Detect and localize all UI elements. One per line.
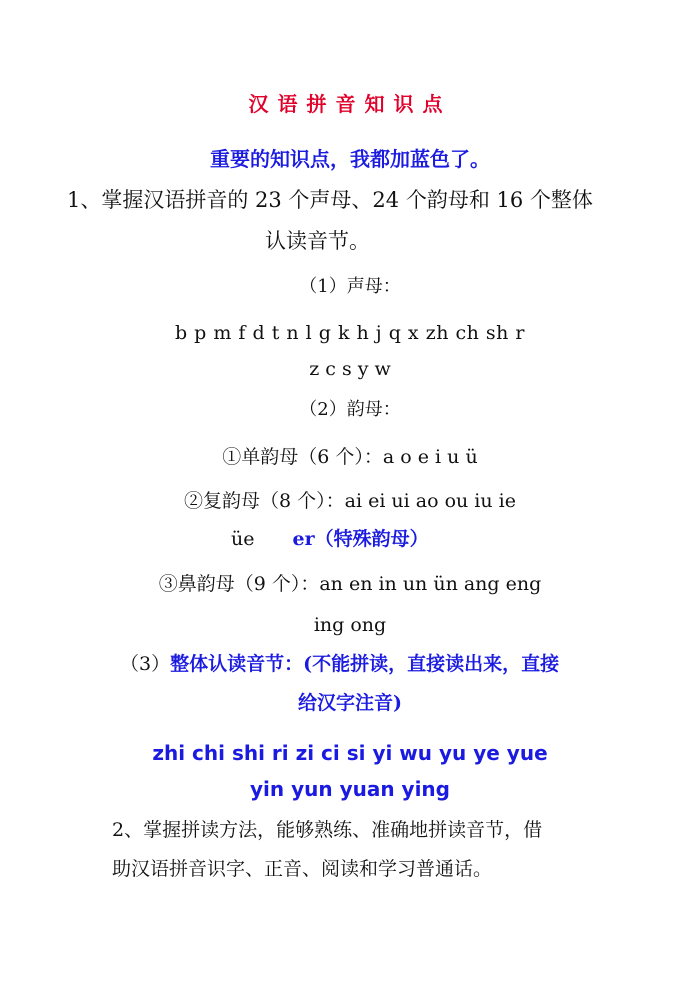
whole-syllables-row2: yin yun yuan ying xyxy=(250,777,450,801)
whole-syllables-row1: zhi chi shi ri zi ci si yi wu yu ye yue xyxy=(152,741,548,765)
initials-row1: b p m f d t n l g k h j q x zh ch sh r xyxy=(174,322,526,344)
compound-finals-continued xyxy=(231,530,429,549)
point1-line1: 1、掌握汉语拼音的 23 个声母、24 个韵母和 16 个整体 xyxy=(67,188,593,212)
highlight-note: 重要的知识点，我都加蓝色了。 xyxy=(210,147,490,171)
compound-finals: ②复韵母（8 个）：ai ei ui ao ou iu ie xyxy=(184,490,516,512)
whole-syllables-heading xyxy=(120,655,559,674)
compound-finals-ue: üe xyxy=(231,528,255,550)
initials-heading: （1）声母： xyxy=(299,276,401,297)
whole-syllables-number: （3） xyxy=(120,653,171,675)
point2-line1: 2、掌握拼读方法，能够熟练、准确地拼读音节，借 xyxy=(112,819,543,841)
nasal-finals-continued: ing ong xyxy=(313,614,387,636)
special-final-er: er（特殊韵母） xyxy=(292,528,429,550)
point2-line2: 助汉语拼音识字、正音、阅读和学习普通话。 xyxy=(112,858,493,880)
whole-syllables-heading-text: 整体认读音节：(不能拼读，直接读出来，直接 xyxy=(170,653,560,675)
point1-line2: 认读音节。 xyxy=(265,229,370,253)
initials-row2: z c s y w xyxy=(309,358,391,380)
nasal-finals: ③鼻韵母（9 个）：an en in un ün ang eng xyxy=(158,573,542,595)
finals-heading: （2）韵母： xyxy=(299,399,401,420)
document-title: 汉语拼音知识点 xyxy=(248,92,452,116)
simple-finals: ①单韵母（6 个）：a o e i u ü xyxy=(222,446,478,468)
whole-syllables-heading-line2: 给汉字注音) xyxy=(298,692,402,714)
